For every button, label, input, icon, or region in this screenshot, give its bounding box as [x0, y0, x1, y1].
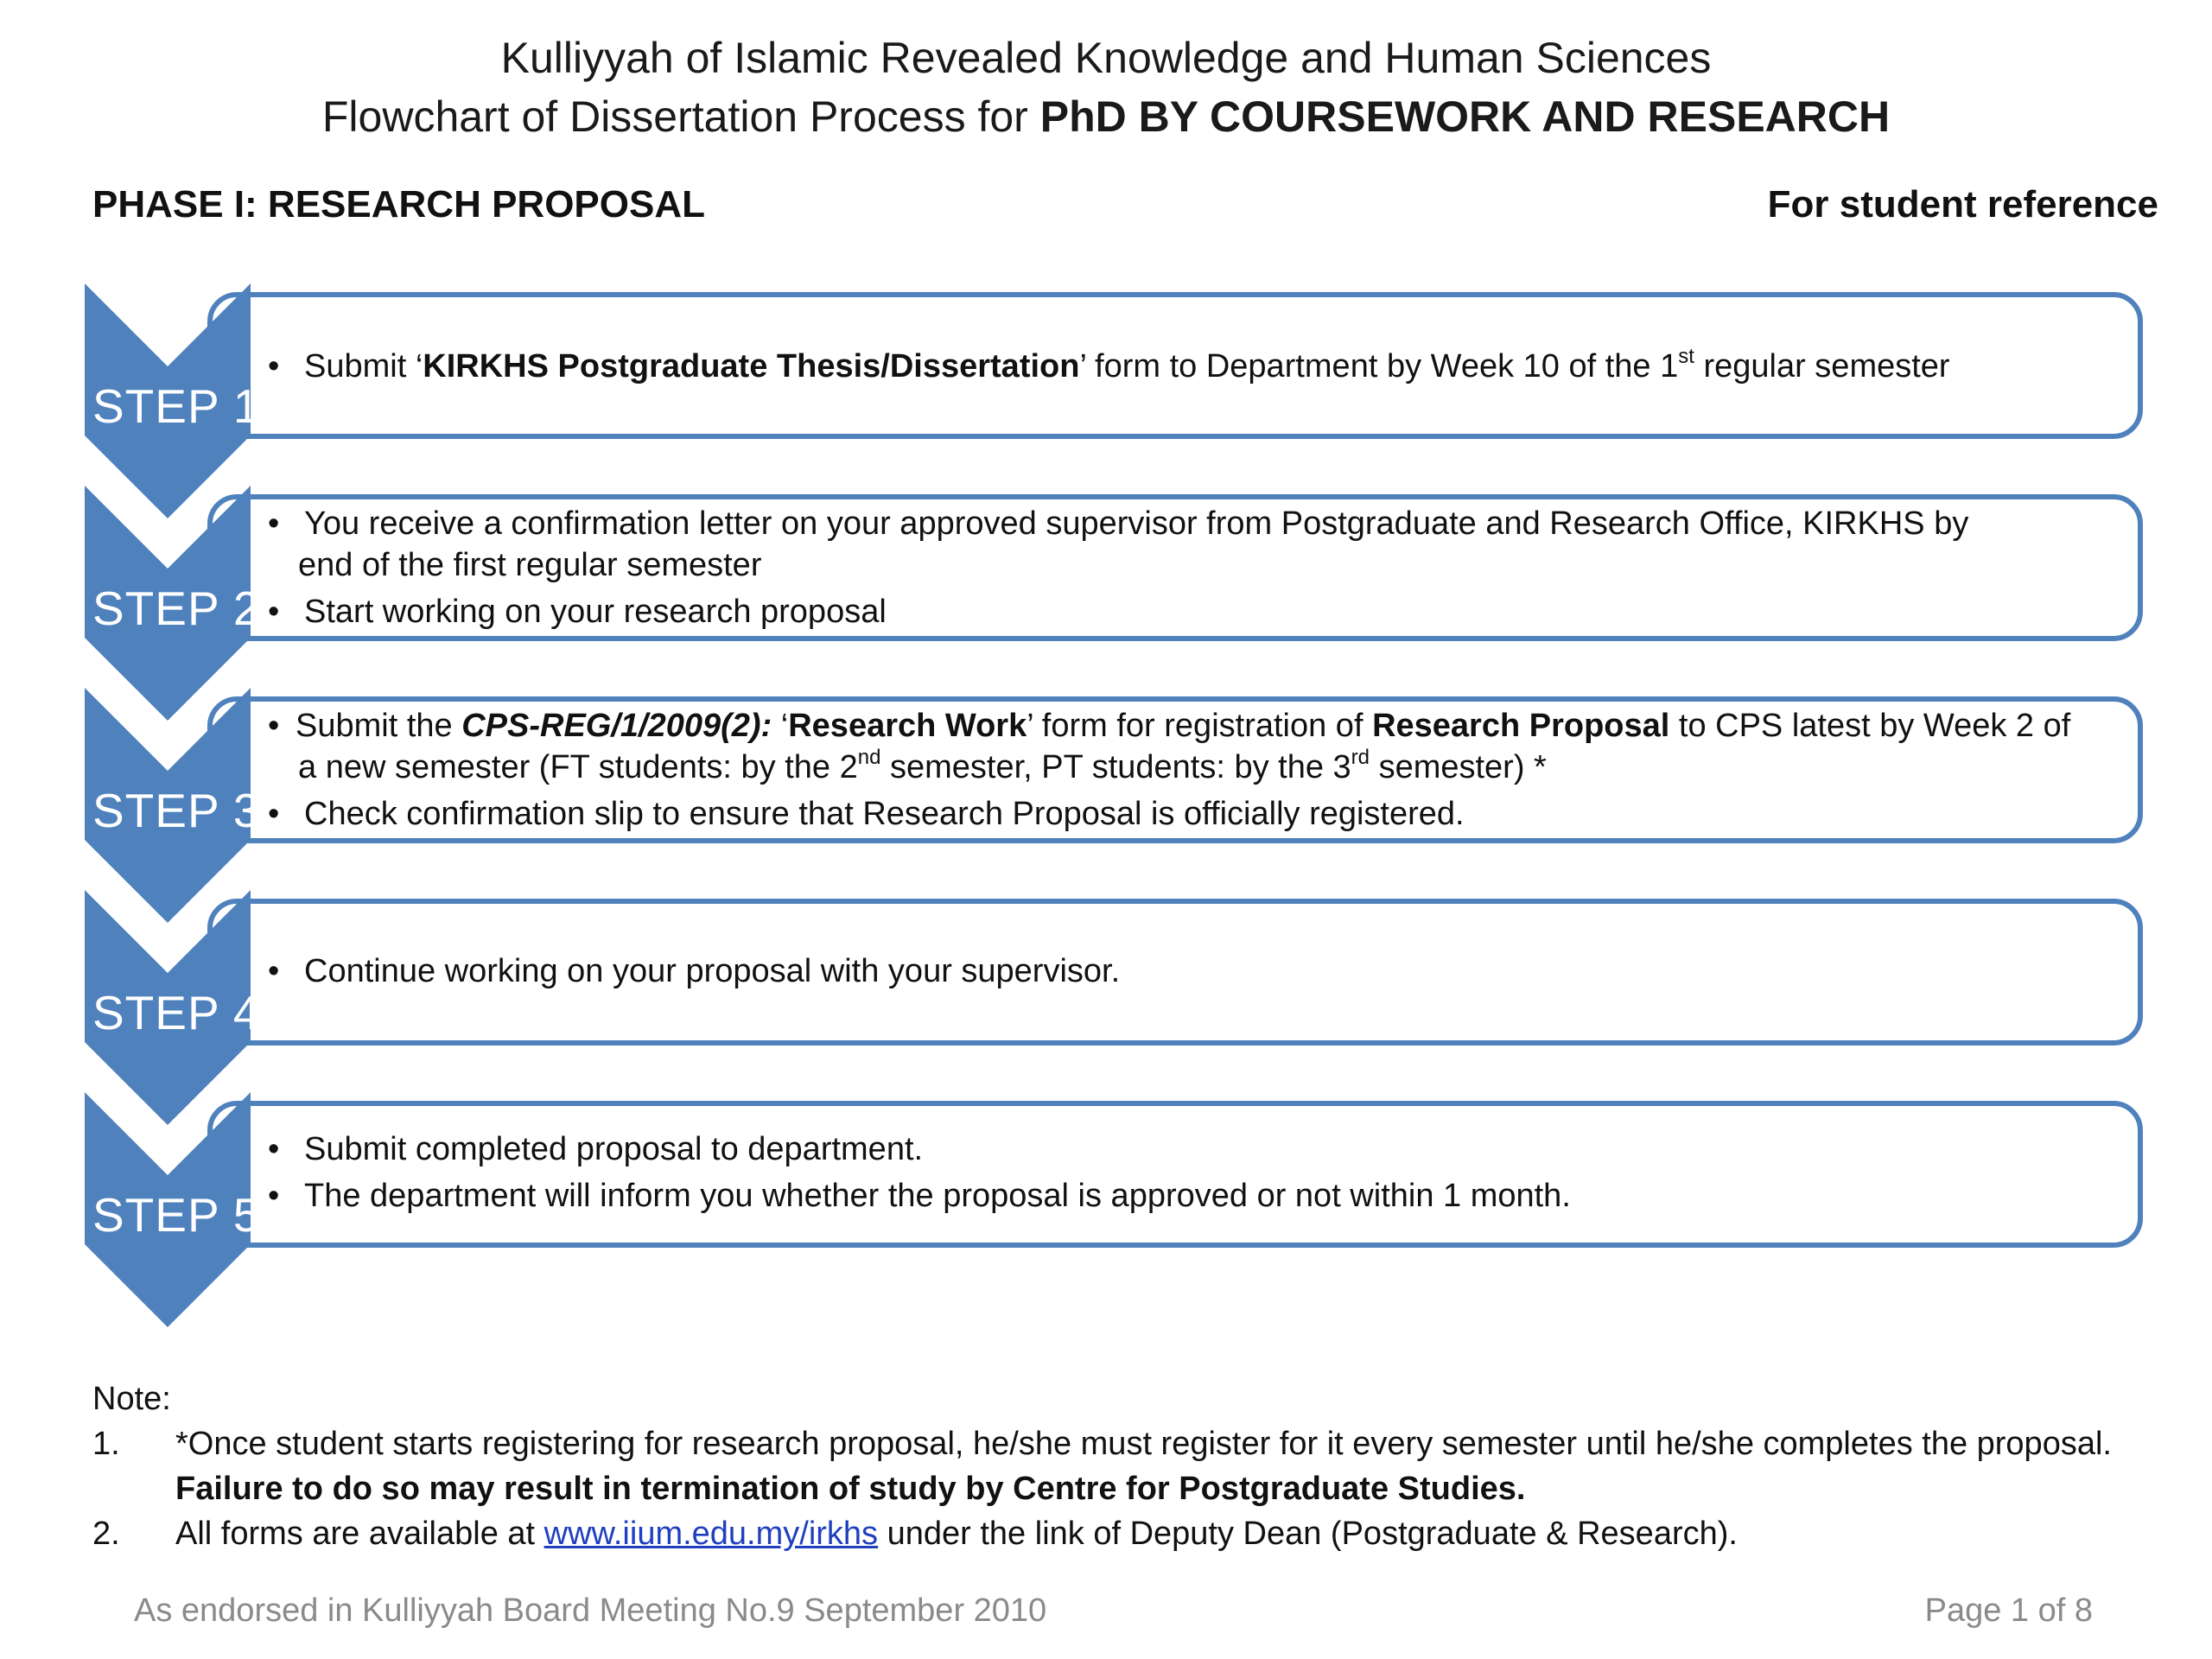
reference-label: For student reference [1767, 183, 2158, 226]
subtitle-prefix: Flowchart of Dissertation Process for [321, 92, 1040, 141]
bullet-icon: • [268, 505, 280, 542]
step-3-sup-2: rd [1351, 746, 1370, 770]
step-1-form-name: KIRKHS Postgraduate Thesis/Dissertation [423, 348, 1080, 385]
step-1-text-c: regular semester [1694, 348, 1950, 385]
step-3-text-d: to CPS latest by Week 2 of [1669, 708, 2071, 744]
step-1-text-b: ’ form to Department by Week 10 of the 1 [1079, 348, 1679, 385]
notes-heading: Note: [92, 1381, 171, 1417]
step-3-line2-b: semester, PT students: by the 3 [880, 749, 1351, 785]
footer-endorsement: As endorsed in Kulliyyah Board Meeting No.9 September 2010 [134, 1592, 1047, 1629]
step-4-text-1: Continue working on your proposal with your supervisor. [304, 953, 1121, 989]
step-1-sup: st [1678, 345, 1694, 369]
bullet-icon: • [268, 796, 280, 832]
note-2-number: 2. [92, 1516, 120, 1552]
bullet-icon: • [268, 1178, 280, 1214]
step-5-text-2: The department will inform you whether the proposal is approved or not within 1 month. [304, 1178, 1571, 1214]
step-3-text-a: Submit the [296, 708, 462, 744]
document-title: Kulliyyah of Islamic Revealed Knowledge and Human Sciences [500, 34, 1712, 82]
step-5-box [207, 1101, 2143, 1248]
irkhs-link[interactable]: www.iium.edu.my/irkhs [543, 1516, 879, 1552]
note-1-number: 1. [92, 1426, 120, 1462]
note-1-text: *Once student starts registering for research proposal, he/she must register for it every semester until he/she completes the proposal. [175, 1426, 2112, 1462]
step-4-label: STEP 4 [92, 986, 261, 1039]
step-3-line2-c: semester) * [1370, 749, 1547, 785]
step-2-text-2: Start working on your research proposal [304, 594, 887, 630]
step-3-bullet-1-cont [298, 747, 1547, 788]
step-3-sup-1: nd [857, 746, 881, 770]
document-subtitle [0, 92, 2212, 142]
bullet-icon: • [268, 348, 280, 385]
step-3-research-proposal: Research Proposal [1372, 708, 1670, 744]
step-5-text-1: Submit completed proposal to department. [304, 1131, 924, 1167]
bullet-icon: • [268, 594, 280, 630]
phase-heading: PHASE I: RESEARCH PROPOSAL [92, 183, 705, 226]
step-5-label: STEP 5 [92, 1188, 261, 1242]
step-1-text-a: Submit ‘ [304, 348, 423, 385]
step-1-label: STEP 1 [92, 379, 261, 433]
step-2-label: STEP 2 [92, 582, 261, 635]
note-2-text-a: All forms are available at [175, 1516, 544, 1552]
subtitle-program: PhD BY COURSEWORK AND RESEARCH [1039, 92, 1891, 141]
note-2-text-b: under the link of Deputy Dean (Postgraduate & Research). [878, 1516, 1738, 1552]
step-3-form-code: CPS-REG/1/2009(2): [461, 708, 772, 744]
bullet-icon: • [268, 953, 280, 989]
note-1-warning: Failure to do so may result in termination of study by Centre for Postgraduate Studies. [175, 1471, 1526, 1507]
step-3-text-c: ’ form for registration of [1027, 708, 1373, 744]
step-2-bullet-1-cont: end of the first regular semester [298, 547, 762, 583]
page-number: Page 1 of 8 [1924, 1592, 2093, 1629]
step-3-label: STEP 3 [92, 784, 261, 837]
step-3-text-b: ‘ [772, 708, 789, 744]
step-2-text-line-1: You receive a confirmation letter on your approved supervisor from Postgraduate and Research Office, KIRKHS by [304, 505, 1969, 542]
note-2-text [175, 1516, 1738, 1553]
step-3-text-2: Check confirmation slip to ensure that Research Proposal is officially registered. [304, 796, 1465, 832]
bullet-icon: • [268, 1131, 280, 1167]
step-3-form-name: Research Work [788, 708, 1027, 744]
step-3-line2-a: a new semester (FT students: by the 2 [298, 749, 858, 785]
bullet-icon: • [268, 708, 280, 744]
